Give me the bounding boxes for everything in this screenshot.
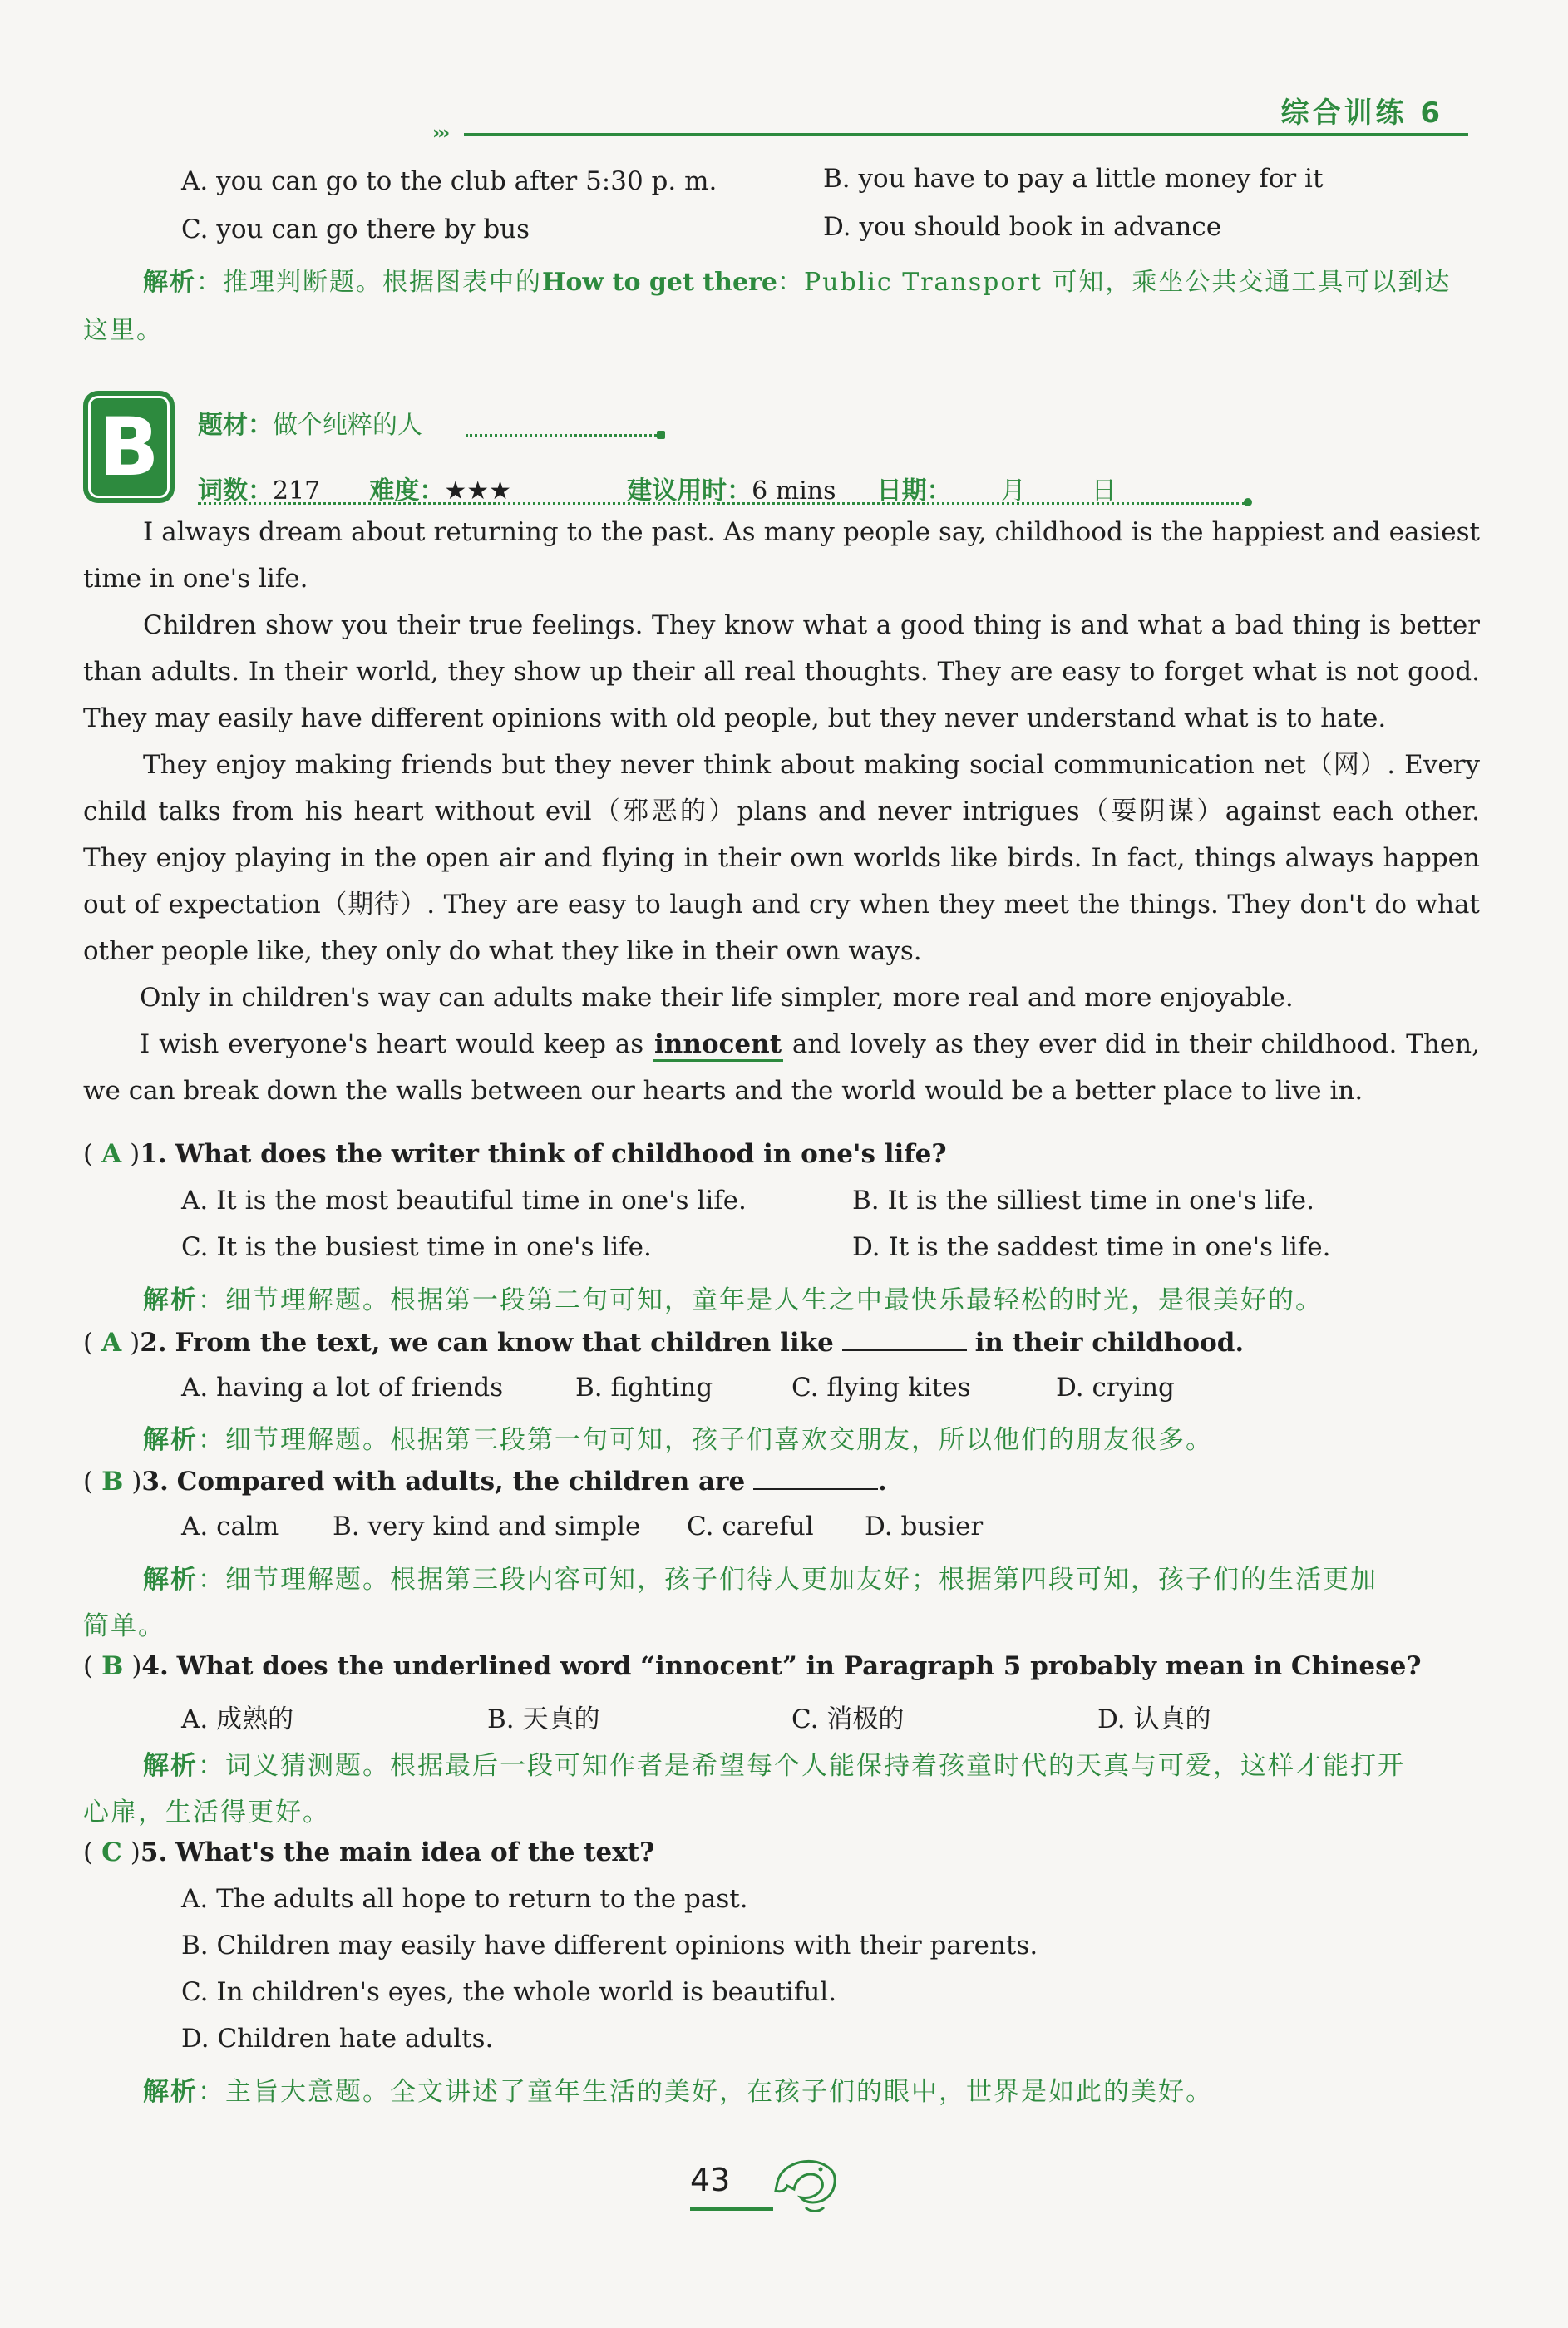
header-arrows: ››› (432, 123, 448, 144)
question-number: 5. (140, 1837, 168, 1867)
question-number: 4. (141, 1651, 169, 1681)
q2-option-b: B. fighting (575, 1373, 713, 1403)
prev-analysis-line2: 这里。 (83, 316, 163, 345)
analysis-separator: ： (198, 2077, 225, 2107)
analysis-label: 解析 (143, 2077, 198, 2107)
q4-option-d: D. 认真的 (1097, 1704, 1211, 1734)
q1-option-d: D. It is the saddest time in one's life. (852, 1232, 1331, 1262)
analysis-label: 解析 (143, 268, 196, 297)
analysis-label: 解析 (143, 1285, 198, 1315)
passage-paragraph-5 (83, 1021, 1480, 1114)
answer-2: A (101, 1328, 122, 1358)
question-2: ( A )2. From the text, we can know that children like in their childhood. (83, 1328, 1245, 1358)
analysis-label: 解析 (143, 1565, 198, 1595)
page-number-rule (690, 2207, 773, 2211)
analysis-separator: ： (198, 1285, 225, 1315)
q2-analysis (143, 1418, 1213, 1456)
analysis-separator: ： (196, 268, 223, 297)
info-row (198, 470, 1117, 506)
question-text: in their childhood. (974, 1328, 1245, 1358)
q5-option-a: A. The adults all hope to return to the past. (181, 1884, 748, 1914)
analysis-bold-text: How to get there (542, 268, 777, 297)
month-label: 月 (1000, 476, 1026, 506)
analysis-label: 解析 (143, 1425, 198, 1455)
q2-option-d: D. crying (1056, 1373, 1175, 1403)
q5-option-d: D. Children hate adults. (181, 2024, 494, 2054)
section-b-badge (83, 391, 175, 503)
prev-option-d: D. you should book in advance (823, 212, 1222, 242)
words-value: 217 (273, 476, 321, 506)
difficulty-stars: ★★★ (444, 476, 512, 506)
question-text: What does the underlined word “innocent” in Paragraph 5 probably mean in Chinese? (176, 1651, 1422, 1681)
analysis-text: 推理判断题。根据图表中的 (223, 268, 542, 297)
analysis-label: 解析 (143, 1751, 198, 1781)
analysis-separator: ： (198, 1425, 225, 1455)
page-header (432, 90, 1468, 144)
topic-value: 做个纯粹的人 (273, 411, 422, 440)
topic-row (198, 404, 422, 441)
q1-option-a: A. It is the most beautiful time in one's life. (181, 1186, 747, 1216)
section-title: 综合训练 6 (1280, 96, 1443, 130)
header-rule (464, 133, 1468, 136)
q3-option-b: B. very kind and simple (333, 1512, 641, 1541)
q3-option-c: C. careful (687, 1512, 814, 1541)
topic-rule-end (657, 431, 665, 439)
question-number: 2. (140, 1328, 167, 1358)
analysis-text: 词义猜测题。根据最后一段可知作者是希望每个人能保持着孩童时代的天真与可爱，这样才能打开 (225, 1751, 1405, 1781)
words-label: 词数： (198, 476, 273, 506)
q5-option-b: B. Children may easily have different opinions with their parents. (181, 1931, 1038, 1961)
passage-paragraph-2: Children show you their true feelings. They know what a good thing is and what a bad thing is better than adults. In their world, they show up their all real thoughts. They are easy to forget what is not good. They may easily have different opinions with old people, but they never understand what is to hate. (83, 610, 1480, 733)
underlined-word-innocent: innocent (653, 1029, 783, 1062)
question-text: What does the writer think of childhood in one's life? (175, 1139, 947, 1169)
analysis-text: 主旨大意题。全文讲述了童年生活的美好，在孩子们的眼中，世界是如此的美好。 (225, 2077, 1213, 2107)
question-4: ( B )4. What does the underlined word “innocent” in Paragraph 5 probably mean in Chinese? (83, 1651, 1422, 1681)
prev-option-a: A. you can go to the club after 5:30 p. m. (181, 166, 717, 196)
question-3: ( B )3. Compared with adults, the children are . (83, 1467, 887, 1497)
analysis-text: 细节理解题。根据第三段内容可知，孩子们待人更加友好；根据第四段可知，孩子们的生活更加 (225, 1565, 1378, 1595)
info-dotted-rule (198, 502, 1245, 505)
question-number: 1. (140, 1139, 167, 1169)
topic-dotted-rule (466, 434, 657, 436)
paragraph-5-text: and lovely as they ever did in their childhood. Then, we can break down the walls between our hearts and the world would be a better place to live in. (83, 1029, 1480, 1106)
info-rule-end (1244, 498, 1252, 506)
question-5: ( C )5. What's the main idea of the text? (83, 1837, 655, 1867)
answer-blank (753, 1465, 878, 1490)
question-text: What's the main idea of the text? (175, 1837, 655, 1867)
date-label: 日期： (876, 476, 952, 506)
analysis-text: 细节理解题。根据第一段第二句可知，童年是人生之中最快乐最轻松的时光，是很美好的。 (225, 1285, 1323, 1315)
question-text: . (878, 1467, 887, 1497)
paragraph-5-text: I wish everyone's heart would keep as (140, 1029, 653, 1059)
q5-analysis (143, 2070, 1213, 2108)
question-number: 3. (141, 1467, 169, 1497)
q1-analysis (143, 1279, 1323, 1316)
question-1: ( A )1. What does the writer think of childhood in one's life? (83, 1139, 947, 1169)
difficulty-label: 难度： (369, 476, 445, 506)
question-text: From the text, we can know that children like (175, 1328, 834, 1358)
passage-paragraph-4: Only in children's way can adults make their life simpler, more real and more enjoyable. (140, 983, 1294, 1013)
q2-option-c: C. flying kites (791, 1373, 971, 1403)
q5-option-c: C. In children's eyes, the whole world is beautiful. (181, 1977, 837, 2007)
prev-option-c: C. you can go there by bus (181, 215, 530, 244)
analysis-text: ：Public Transport 可知，乘坐公共交通工具可以到达 (777, 268, 1452, 297)
q4-analysis-line2: 心扉，生活得更好。 (83, 1798, 330, 1827)
answer-4: B (101, 1651, 124, 1681)
q4-option-c: C. 消极的 (791, 1704, 905, 1734)
prev-analysis-line1 (143, 261, 1451, 298)
question-text: Compared with adults, the children are (176, 1467, 746, 1497)
page-number: 43 (690, 2162, 731, 2198)
q1-option-c: C. It is the busiest time in one's life. (181, 1232, 652, 1262)
time-label: 建议用时： (627, 476, 752, 506)
time-value: 6 mins (752, 476, 836, 506)
q3-option-d: D. busier (865, 1512, 984, 1541)
prev-option-b: B. you have to pay a little money for it (823, 164, 1324, 194)
section-b-letter: B (98, 401, 160, 494)
passage-paragraph-3: They enjoy making friends but they never think about making social communication net（网）. Every child talks from his heart without evil（邪恶的）plans and never intrigues（耍阴谋）against each other. They enjoy playing in the open air and flying in their own worlds like birds. In fact, things always happen out of expectation（期待）. They are easy to laugh and cry when they meet the things. They don't do what other people like, they only do what they like in their own ways. (83, 750, 1480, 966)
answer-1: A (101, 1139, 122, 1169)
dolphin-icon (769, 2149, 840, 2216)
analysis-separator: ： (198, 1565, 225, 1595)
analysis-text: 细节理解题。根据第三段第一句可知，孩子们喜欢交朋友，所以他们的朋友很多。 (225, 1425, 1213, 1455)
q4-option-b: B. 天真的 (487, 1704, 600, 1734)
q4-analysis-line1 (143, 1744, 1405, 1782)
q3-analysis-line2: 简单。 (83, 1611, 165, 1641)
q1-option-b: B. It is the silliest time in one's life. (852, 1186, 1314, 1216)
passage-paragraph-1: I always dream about returning to the past. As many people say, childhood is the happiest and easiest time in one's life. (83, 517, 1480, 594)
q2-option-a: A. having a lot of friends (181, 1373, 504, 1403)
topic-label: 题材： (198, 411, 273, 440)
answer-5: C (101, 1837, 122, 1867)
q3-option-a: A. calm (181, 1512, 279, 1541)
answer-blank (842, 1326, 967, 1351)
answer-3: B (101, 1467, 124, 1497)
q3-analysis-line1 (143, 1558, 1378, 1596)
day-label: 日 (1091, 476, 1117, 506)
q4-option-a: A. 成熟的 (181, 1704, 294, 1734)
analysis-separator: ： (198, 1751, 225, 1781)
